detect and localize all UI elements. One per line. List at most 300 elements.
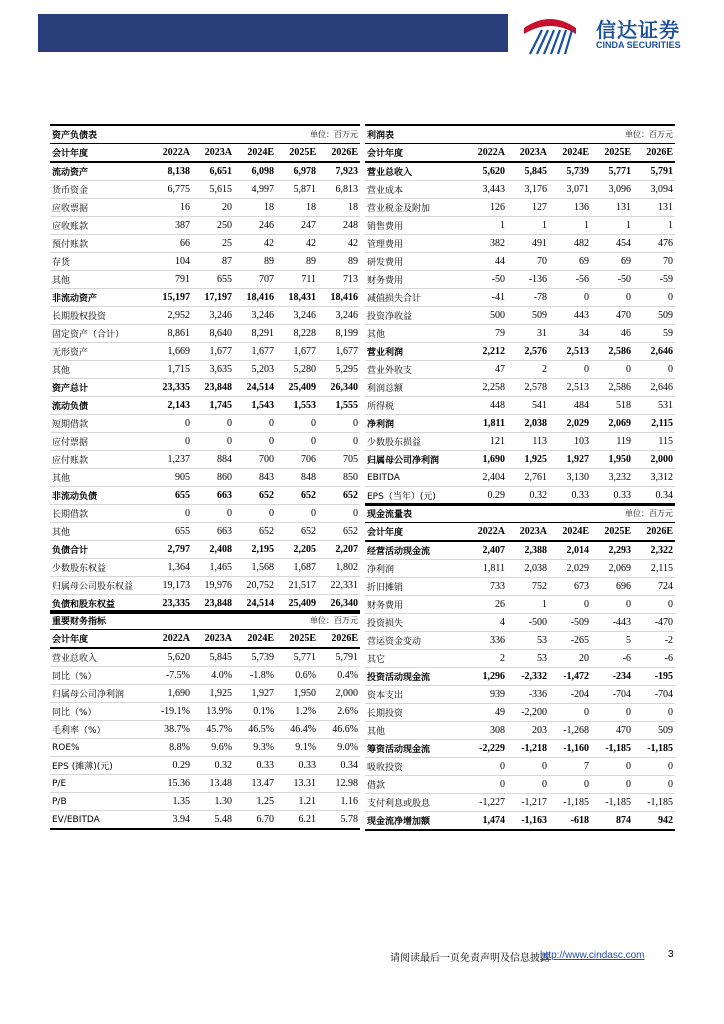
row-value: 2,586 — [591, 379, 633, 397]
row-label: 净利润 — [365, 415, 465, 433]
row-value: 673 — [549, 578, 591, 596]
row-value: 1.16 — [318, 793, 360, 811]
row-value: 5,739 — [549, 162, 591, 181]
row-value: 8,640 — [192, 325, 234, 343]
row-value: 0 — [633, 704, 675, 722]
table-row — [50, 325, 360, 343]
row-value: 724 — [633, 578, 675, 596]
row-label: 货币资金 — [50, 181, 150, 199]
row-value: 3,232 — [591, 469, 633, 487]
logo-chinese-name: 信达证券 — [596, 18, 680, 42]
footer-website-link[interactable]: http://www.cindasc.com — [540, 950, 645, 961]
row-value: 3,176 — [507, 181, 549, 199]
row-value: 2,029 — [549, 560, 591, 578]
row-value: 104 — [150, 253, 192, 271]
table-row — [365, 162, 675, 181]
row-value: 59 — [633, 325, 675, 343]
column-header-year: 2025E — [591, 523, 633, 542]
row-value: 0.33 — [276, 757, 318, 775]
table-row — [365, 541, 675, 560]
row-value: 0.1% — [234, 703, 276, 721]
row-value: 1,677 — [192, 343, 234, 361]
row-label: 短期借款 — [50, 415, 150, 433]
row-label: 存货 — [50, 253, 150, 271]
row-value: 19,173 — [150, 577, 192, 595]
row-value: 0 — [276, 433, 318, 451]
row-value: -234 — [591, 668, 633, 686]
row-value: 652 — [234, 523, 276, 541]
row-value: -1,185 — [633, 794, 675, 812]
table-row — [365, 181, 675, 199]
row-value: 24,514 — [234, 379, 276, 397]
row-value: -509 — [549, 614, 591, 632]
row-value: 89 — [234, 253, 276, 271]
row-value: 2,797 — [150, 541, 192, 559]
row-value: 2,038 — [507, 560, 549, 578]
row-value: 3,071 — [549, 181, 591, 199]
row-label: 长期借款 — [50, 505, 150, 523]
row-value: 44 — [465, 253, 507, 271]
table-row — [50, 181, 360, 199]
row-value: 2,029 — [549, 415, 591, 433]
row-value: 1.25 — [234, 793, 276, 811]
row-value: 652 — [276, 523, 318, 541]
row-value: 711 — [276, 271, 318, 289]
row-value: 5,615 — [192, 181, 234, 199]
table-row — [365, 451, 675, 469]
row-label: 归属母公司净利润 — [50, 685, 150, 703]
income-statement-table — [365, 124, 675, 506]
table-row — [50, 469, 360, 487]
row-value: -50 — [591, 271, 633, 289]
column-header-year: 2022A — [465, 523, 507, 542]
row-value: 38.7% — [150, 721, 192, 739]
row-label: 应收票据 — [50, 199, 150, 217]
row-label: 利润总额 — [365, 379, 465, 397]
table-row — [365, 271, 675, 289]
row-label: 营业税金及附加 — [365, 199, 465, 217]
row-value: -6 — [591, 650, 633, 668]
row-label: 投资活动现金流 — [365, 668, 465, 686]
table-row — [365, 722, 675, 740]
row-value: 17,197 — [192, 289, 234, 307]
row-value: 20 — [192, 199, 234, 217]
row-value: 1,715 — [150, 361, 192, 379]
table-title-row — [50, 611, 360, 630]
row-value: 5,791 — [318, 648, 360, 667]
column-header-year: 2025E — [591, 144, 633, 163]
row-label: 其他 — [50, 361, 150, 379]
table-row — [50, 379, 360, 397]
row-label: 归属母公司股东权益 — [50, 577, 150, 595]
row-value: 1,927 — [234, 685, 276, 703]
row-value: 42 — [318, 235, 360, 253]
row-value: 1,950 — [276, 685, 318, 703]
row-value: 9.6% — [192, 739, 234, 757]
row-value: 2,207 — [318, 541, 360, 559]
row-value: 126 — [465, 199, 507, 217]
row-value: 13.47 — [234, 775, 276, 793]
row-value: 2,069 — [591, 560, 633, 578]
table-row — [365, 578, 675, 596]
row-value: 482 — [549, 235, 591, 253]
row-label: 研发费用 — [365, 253, 465, 271]
column-header-year: 2024E — [549, 523, 591, 542]
table-unit: 单位：百万元 — [234, 125, 360, 144]
balance-sheet-table — [50, 124, 360, 614]
row-value: 1,237 — [150, 451, 192, 469]
row-value: 20 — [549, 650, 591, 668]
table-row — [50, 343, 360, 361]
row-value: 26,340 — [318, 595, 360, 614]
table-row — [365, 812, 675, 831]
table-title-row — [365, 125, 675, 144]
row-value: -1,163 — [507, 812, 549, 831]
row-label: EPS（当年）(元) — [365, 487, 465, 506]
cash-flow-table — [365, 503, 675, 831]
row-value: 652 — [234, 487, 276, 505]
table-row — [50, 162, 360, 181]
row-value: 6,775 — [150, 181, 192, 199]
table-row — [50, 199, 360, 217]
row-value: 0.32 — [507, 487, 549, 506]
row-value: 127 — [507, 199, 549, 217]
table-row — [50, 757, 360, 775]
row-value: 23,335 — [150, 595, 192, 614]
table-row — [365, 668, 675, 686]
row-value: 0 — [591, 776, 633, 794]
row-value: 136 — [549, 199, 591, 217]
row-value: 8,861 — [150, 325, 192, 343]
row-value: 1.2% — [276, 703, 318, 721]
row-value: 5,620 — [465, 162, 507, 181]
row-value: -2 — [633, 632, 675, 650]
row-value: -136 — [507, 271, 549, 289]
row-value: 2,576 — [507, 343, 549, 361]
column-header-year: 2023A — [192, 144, 234, 163]
row-value: 87 — [192, 253, 234, 271]
row-label: 负债合计 — [50, 541, 150, 559]
row-label: 投资损失 — [365, 614, 465, 632]
table-row — [50, 541, 360, 559]
row-value: 3,635 — [192, 361, 234, 379]
row-value: 0 — [234, 433, 276, 451]
row-label: 应收账款 — [50, 217, 150, 235]
row-label: 吸收投资 — [365, 758, 465, 776]
table-header-row — [50, 144, 360, 163]
table-row — [365, 289, 675, 307]
table-row — [50, 505, 360, 523]
row-value: 9.3% — [234, 739, 276, 757]
table-row — [365, 596, 675, 614]
page-number: 3 — [668, 949, 674, 960]
row-value: 443 — [549, 307, 591, 325]
row-label: 销售费用 — [365, 217, 465, 235]
table-title-row — [365, 504, 675, 523]
row-label: 负债和股东权益 — [50, 595, 150, 614]
row-value: 21,517 — [276, 577, 318, 595]
table-row — [365, 397, 675, 415]
row-value: 5.48 — [192, 811, 234, 830]
row-value: 0.33 — [234, 757, 276, 775]
table-title-row — [50, 125, 360, 144]
row-value: 5,845 — [507, 162, 549, 181]
row-label: 支付利息或股息 — [365, 794, 465, 812]
table-row — [50, 361, 360, 379]
row-value: 663 — [192, 523, 234, 541]
table-row — [50, 235, 360, 253]
row-value: 7,923 — [318, 162, 360, 181]
row-value: 752 — [507, 578, 549, 596]
row-label: ROE% — [50, 739, 150, 757]
row-value: -195 — [633, 668, 675, 686]
row-value: 707 — [234, 271, 276, 289]
row-value: 1,925 — [192, 685, 234, 703]
row-value: 23,848 — [192, 595, 234, 614]
table-row — [50, 451, 360, 469]
row-value: 0.33 — [591, 487, 633, 506]
row-value: 2,513 — [549, 379, 591, 397]
row-value: 663 — [192, 487, 234, 505]
column-header-year: 2024E — [234, 630, 276, 649]
row-value: 0 — [591, 596, 633, 614]
row-label: 其他 — [50, 271, 150, 289]
table-row — [50, 648, 360, 667]
row-value: 1,925 — [507, 451, 549, 469]
header-band — [38, 14, 508, 52]
table-row — [365, 704, 675, 722]
column-header-label: 会计年度 — [365, 523, 465, 542]
row-value: 79 — [465, 325, 507, 343]
row-value: 0.6% — [276, 667, 318, 685]
row-value: 1 — [591, 217, 633, 235]
row-value: 3,246 — [318, 307, 360, 325]
row-label: 营业总收入 — [50, 648, 150, 667]
row-value: 131 — [633, 199, 675, 217]
row-value: 0 — [465, 758, 507, 776]
row-value: 0.29 — [465, 487, 507, 506]
row-value: 9.0% — [318, 739, 360, 757]
row-value: 5,791 — [633, 162, 675, 181]
row-value: 733 — [465, 578, 507, 596]
row-value: -1,217 — [507, 794, 549, 812]
row-value: 2,000 — [318, 685, 360, 703]
column-header-year: 2026E — [633, 523, 675, 542]
row-value: 250 — [192, 217, 234, 235]
row-value: 2,258 — [465, 379, 507, 397]
row-value: -443 — [591, 614, 633, 632]
row-value: 470 — [591, 307, 633, 325]
row-value: 454 — [591, 235, 633, 253]
row-value: 2,212 — [465, 343, 507, 361]
row-value: 1,811 — [465, 415, 507, 433]
table-row — [365, 469, 675, 487]
table-row — [50, 811, 360, 830]
row-label: 非流动负债 — [50, 487, 150, 505]
table-row — [50, 217, 360, 235]
row-value: 1,690 — [150, 685, 192, 703]
row-value: 18,416 — [234, 289, 276, 307]
row-label: 资产总计 — [50, 379, 150, 397]
table-row — [365, 325, 675, 343]
row-value: 47 — [465, 361, 507, 379]
row-value: 25 — [192, 235, 234, 253]
row-value: 0 — [507, 776, 549, 794]
row-value: -470 — [633, 614, 675, 632]
table-title: 现金流量表 — [365, 504, 549, 523]
row-value: 1 — [549, 217, 591, 235]
row-value: 0.34 — [318, 757, 360, 775]
table-title: 重要财务指标 — [50, 611, 234, 630]
row-value: 15,197 — [150, 289, 192, 307]
row-value: -204 — [549, 686, 591, 704]
row-value: -41 — [465, 289, 507, 307]
row-value: 5,620 — [150, 648, 192, 667]
row-value: 1,745 — [192, 397, 234, 415]
row-value: 2,014 — [549, 541, 591, 560]
row-value: 16 — [150, 199, 192, 217]
row-value: 246 — [234, 217, 276, 235]
row-value: 1,927 — [549, 451, 591, 469]
column-header-year: 2022A — [150, 630, 192, 649]
table-row — [50, 739, 360, 757]
row-value: 12.98 — [318, 775, 360, 793]
row-value: 2,646 — [633, 343, 675, 361]
row-value: 2,143 — [150, 397, 192, 415]
row-value: 1,555 — [318, 397, 360, 415]
table-row — [50, 253, 360, 271]
row-value: 2,322 — [633, 541, 675, 560]
table-row — [365, 632, 675, 650]
row-value: -1,185 — [633, 740, 675, 758]
table-row — [365, 794, 675, 812]
row-value: 705 — [318, 451, 360, 469]
row-value: 700 — [234, 451, 276, 469]
row-label: 非流动资产 — [50, 289, 150, 307]
row-value: 2,115 — [633, 560, 675, 578]
row-value: 3.94 — [150, 811, 192, 830]
row-value: 6,651 — [192, 162, 234, 181]
row-value: 69 — [549, 253, 591, 271]
table-row — [365, 253, 675, 271]
row-value: 4 — [465, 614, 507, 632]
row-value: -2,332 — [507, 668, 549, 686]
row-value: 5.78 — [318, 811, 360, 830]
row-value: -1,472 — [549, 668, 591, 686]
row-value: 0 — [549, 776, 591, 794]
row-value: 42 — [234, 235, 276, 253]
table-row — [365, 433, 675, 451]
row-label: 减值损失合计 — [365, 289, 465, 307]
table-row — [50, 721, 360, 739]
table-row — [50, 703, 360, 721]
row-value: -1,160 — [549, 740, 591, 758]
row-value: 46.5% — [234, 721, 276, 739]
row-value: 46.4% — [276, 721, 318, 739]
row-label: 固定资产（合计） — [50, 325, 150, 343]
row-value: 448 — [465, 397, 507, 415]
row-value: 5,203 — [234, 361, 276, 379]
row-label: 其他 — [50, 469, 150, 487]
row-value: -6 — [633, 650, 675, 668]
row-value: 6.21 — [276, 811, 318, 830]
row-value: 848 — [276, 469, 318, 487]
row-label: 少数股东权益 — [50, 559, 150, 577]
row-value: 518 — [591, 397, 633, 415]
row-value: 13.9% — [192, 703, 234, 721]
row-value: 0 — [150, 505, 192, 523]
table-row — [50, 487, 360, 505]
row-value: 939 — [465, 686, 507, 704]
row-value: 13.31 — [276, 775, 318, 793]
row-value: 2,407 — [465, 541, 507, 560]
row-value: 18,416 — [318, 289, 360, 307]
row-value: 9.1% — [276, 739, 318, 757]
row-value: 18,431 — [276, 289, 318, 307]
row-value: 0 — [192, 415, 234, 433]
table-row — [50, 577, 360, 595]
row-value: 3,130 — [549, 469, 591, 487]
row-value: -265 — [549, 632, 591, 650]
row-value: 1,950 — [591, 451, 633, 469]
row-value: 2,586 — [591, 343, 633, 361]
row-value: 3,246 — [192, 307, 234, 325]
column-header-year: 2023A — [192, 630, 234, 649]
row-value: 70 — [507, 253, 549, 271]
row-value: 1,465 — [192, 559, 234, 577]
row-value: 46 — [591, 325, 633, 343]
row-value: 0 — [150, 433, 192, 451]
table-header-row — [50, 630, 360, 649]
row-value: 25,409 — [276, 379, 318, 397]
row-value: -78 — [507, 289, 549, 307]
row-value: 89 — [276, 253, 318, 271]
row-value: 382 — [465, 235, 507, 253]
row-label: 净利润 — [365, 560, 465, 578]
row-value: 1 — [507, 596, 549, 614]
row-value: 0 — [633, 596, 675, 614]
row-value: 131 — [591, 199, 633, 217]
row-value: 23,848 — [192, 379, 234, 397]
row-value: 8.8% — [150, 739, 192, 757]
column-header-year: 2022A — [150, 144, 192, 163]
row-value: 0 — [591, 758, 633, 776]
table-row — [50, 685, 360, 703]
row-value: 1,690 — [465, 451, 507, 469]
row-value: 22,331 — [318, 577, 360, 595]
row-label: 营业外收支 — [365, 361, 465, 379]
table-row — [365, 614, 675, 632]
row-value: 706 — [276, 451, 318, 469]
row-label: 资本支出 — [365, 686, 465, 704]
row-value: -618 — [549, 812, 591, 831]
row-value: 5,845 — [192, 648, 234, 667]
table-row — [365, 758, 675, 776]
row-value: 652 — [318, 487, 360, 505]
row-value: 0 — [234, 415, 276, 433]
row-value: 103 — [549, 433, 591, 451]
row-value: 0.4% — [318, 667, 360, 685]
row-value: 45.7% — [192, 721, 234, 739]
table-row — [50, 559, 360, 577]
row-value: 696 — [591, 578, 633, 596]
row-value: 336 — [465, 632, 507, 650]
row-value: 0 — [318, 433, 360, 451]
row-value: 1,811 — [465, 560, 507, 578]
row-value: 53 — [507, 650, 549, 668]
row-value: 49 — [465, 704, 507, 722]
row-label: 管理费用 — [365, 235, 465, 253]
